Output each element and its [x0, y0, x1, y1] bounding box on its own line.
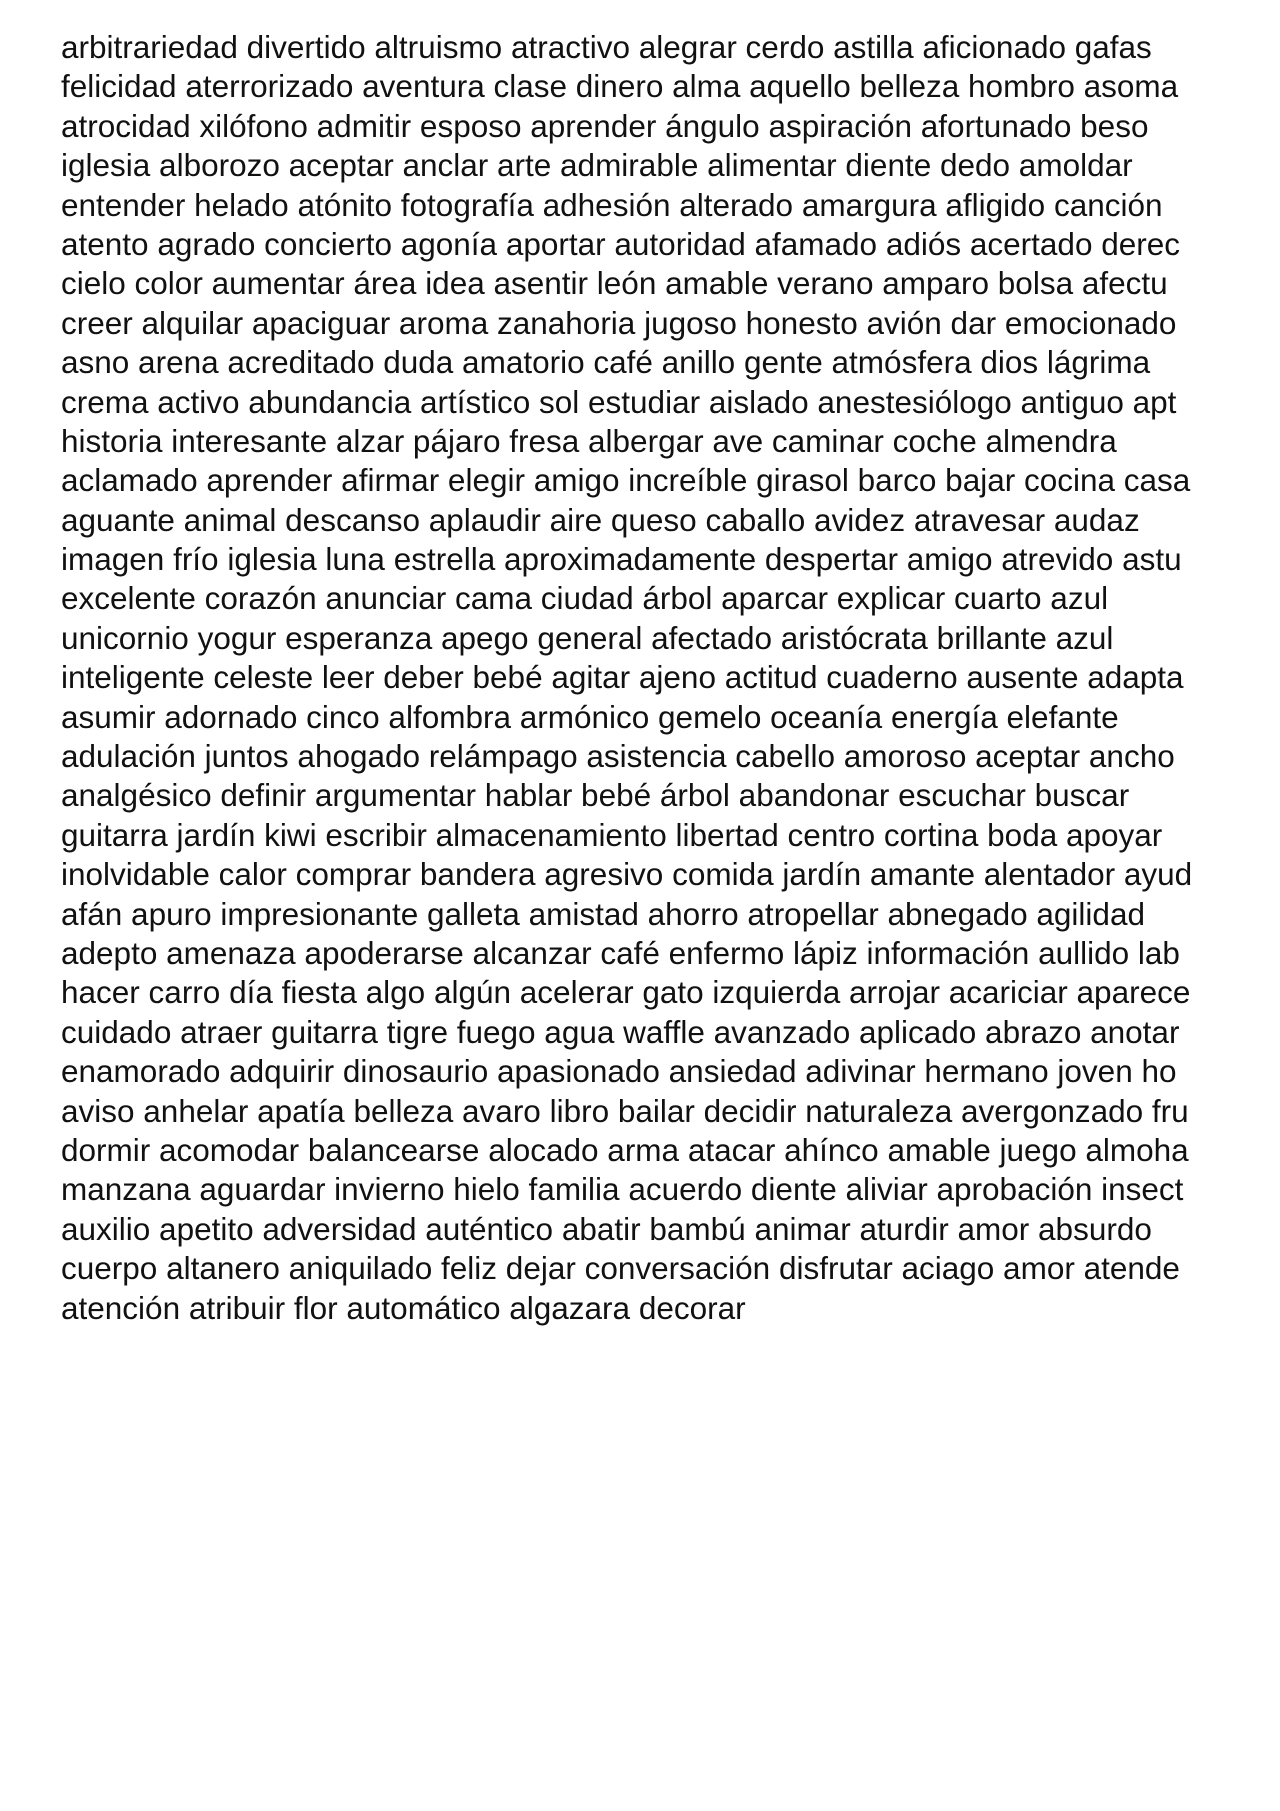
body-text: [61, 28, 1280, 1328]
text-line: enamorado adquirir dinosaurio apasionado ansiedad adivinar hermano joven ho: [61, 1053, 1177, 1090]
text-line: adulación juntos ahogado relámpago asistencia cabello amoroso aceptar ancho: [61, 738, 1175, 775]
text-line: inteligente celeste leer deber bebé agitar ajeno actitud cuaderno ausente adapta: [61, 659, 1184, 696]
text-line: atento agrado concierto agonía aportar autoridad afamado adiós acertado derec: [61, 225, 1181, 262]
text-line: cuidado atraer guitarra tigre fuego agua waffle avanzado aplicado abrazo anotar: [61, 1013, 1180, 1050]
text-line: aclamado aprender afirmar elegir amigo increíble girasol barco bajar cocina casa: [61, 462, 1191, 499]
text-line: cielo color aumentar área idea asentir león amable verano amparo bolsa afectu: [61, 265, 1168, 302]
text-line: creer alquilar apaciguar aroma zanahoria jugoso honesto avión dar emocionado: [61, 304, 1177, 341]
text-line: excelente corazón anunciar cama ciudad árbol aparcar explicar cuarto azul: [61, 580, 1109, 617]
text-line: historia interesante alzar pájaro fresa albergar ave caminar coche almendra: [61, 422, 1117, 459]
text-line: adepto amenaza apoderarse alcanzar café enfermo lápiz información aullido lab: [61, 934, 1180, 971]
text-line: hacer carro día fiesta algo algún acelerar gato izquierda arrojar acariciar aparece: [61, 974, 1191, 1011]
text-line: analgésico definir argumentar hablar bebé árbol abandonar escuchar buscar: [61, 777, 1130, 814]
text-line: manzana aguardar invierno hielo familia acuerdo diente aliviar aprobación insect: [61, 1171, 1184, 1208]
text-line: asno arena acreditado duda amatorio café anillo gente atmósfera dios lágrima: [61, 344, 1151, 381]
text-line: felicidad aterrorizado aventura clase dinero alma aquello belleza hombro asoma: [61, 68, 1179, 105]
text-line: guitarra jardín kiwi escribir almacenamiento libertad centro cortina boda apoyar: [61, 816, 1163, 853]
text-line: asumir adornado cinco alfombra armónico gemelo oceanía energía elefante: [61, 698, 1119, 735]
text-line: unicornio yogur esperanza apego general afectado aristócrata brillante azul: [61, 619, 1114, 656]
text-line: crema activo abundancia artístico sol estudiar aislado anestesiólogo antiguo apt: [61, 383, 1177, 420]
text-line: auxilio apetito adversidad auténtico abatir bambú animar aturdir amor absurdo: [61, 1210, 1152, 1247]
text-line: cuerpo altanero aniquilado feliz dejar conversación disfrutar aciago amor atende: [61, 1250, 1180, 1287]
text-line: inolvidable calor comprar bandera agresivo comida jardín amante alentador ayud: [61, 856, 1193, 893]
text-line: dormir acomodar balancearse alocado arma atacar ahínco amable juego almoha: [61, 1131, 1189, 1168]
text-line: aviso anhelar apatía belleza avaro libro bailar decidir naturaleza avergonzado fru: [61, 1092, 1189, 1129]
text-line: atrocidad xilófono admitir esposo aprender ángulo aspiración afortunado beso: [61, 107, 1149, 144]
text-line: atención atribuir flor automático algazara decorar: [61, 1289, 746, 1326]
text-line: afán apuro impresionante galleta amistad ahorro atropellar abnegado agilidad: [61, 895, 1145, 932]
text-line: imagen frío iglesia luna estrella aproximadamente despertar amigo atrevido astu: [61, 541, 1182, 578]
text-line: aguante animal descanso aplaudir aire queso caballo avidez atravesar audaz: [61, 501, 1140, 538]
text-line: entender helado atónito fotografía adhesión alterado amargura afligido canción: [61, 186, 1163, 223]
text-line: arbitrariedad divertido altruismo atractivo alegrar cerdo astilla aficionado gafas: [61, 29, 1152, 65]
text-line: iglesia alborozo aceptar anclar arte admirable alimentar diente dedo amoldar: [61, 147, 1133, 184]
